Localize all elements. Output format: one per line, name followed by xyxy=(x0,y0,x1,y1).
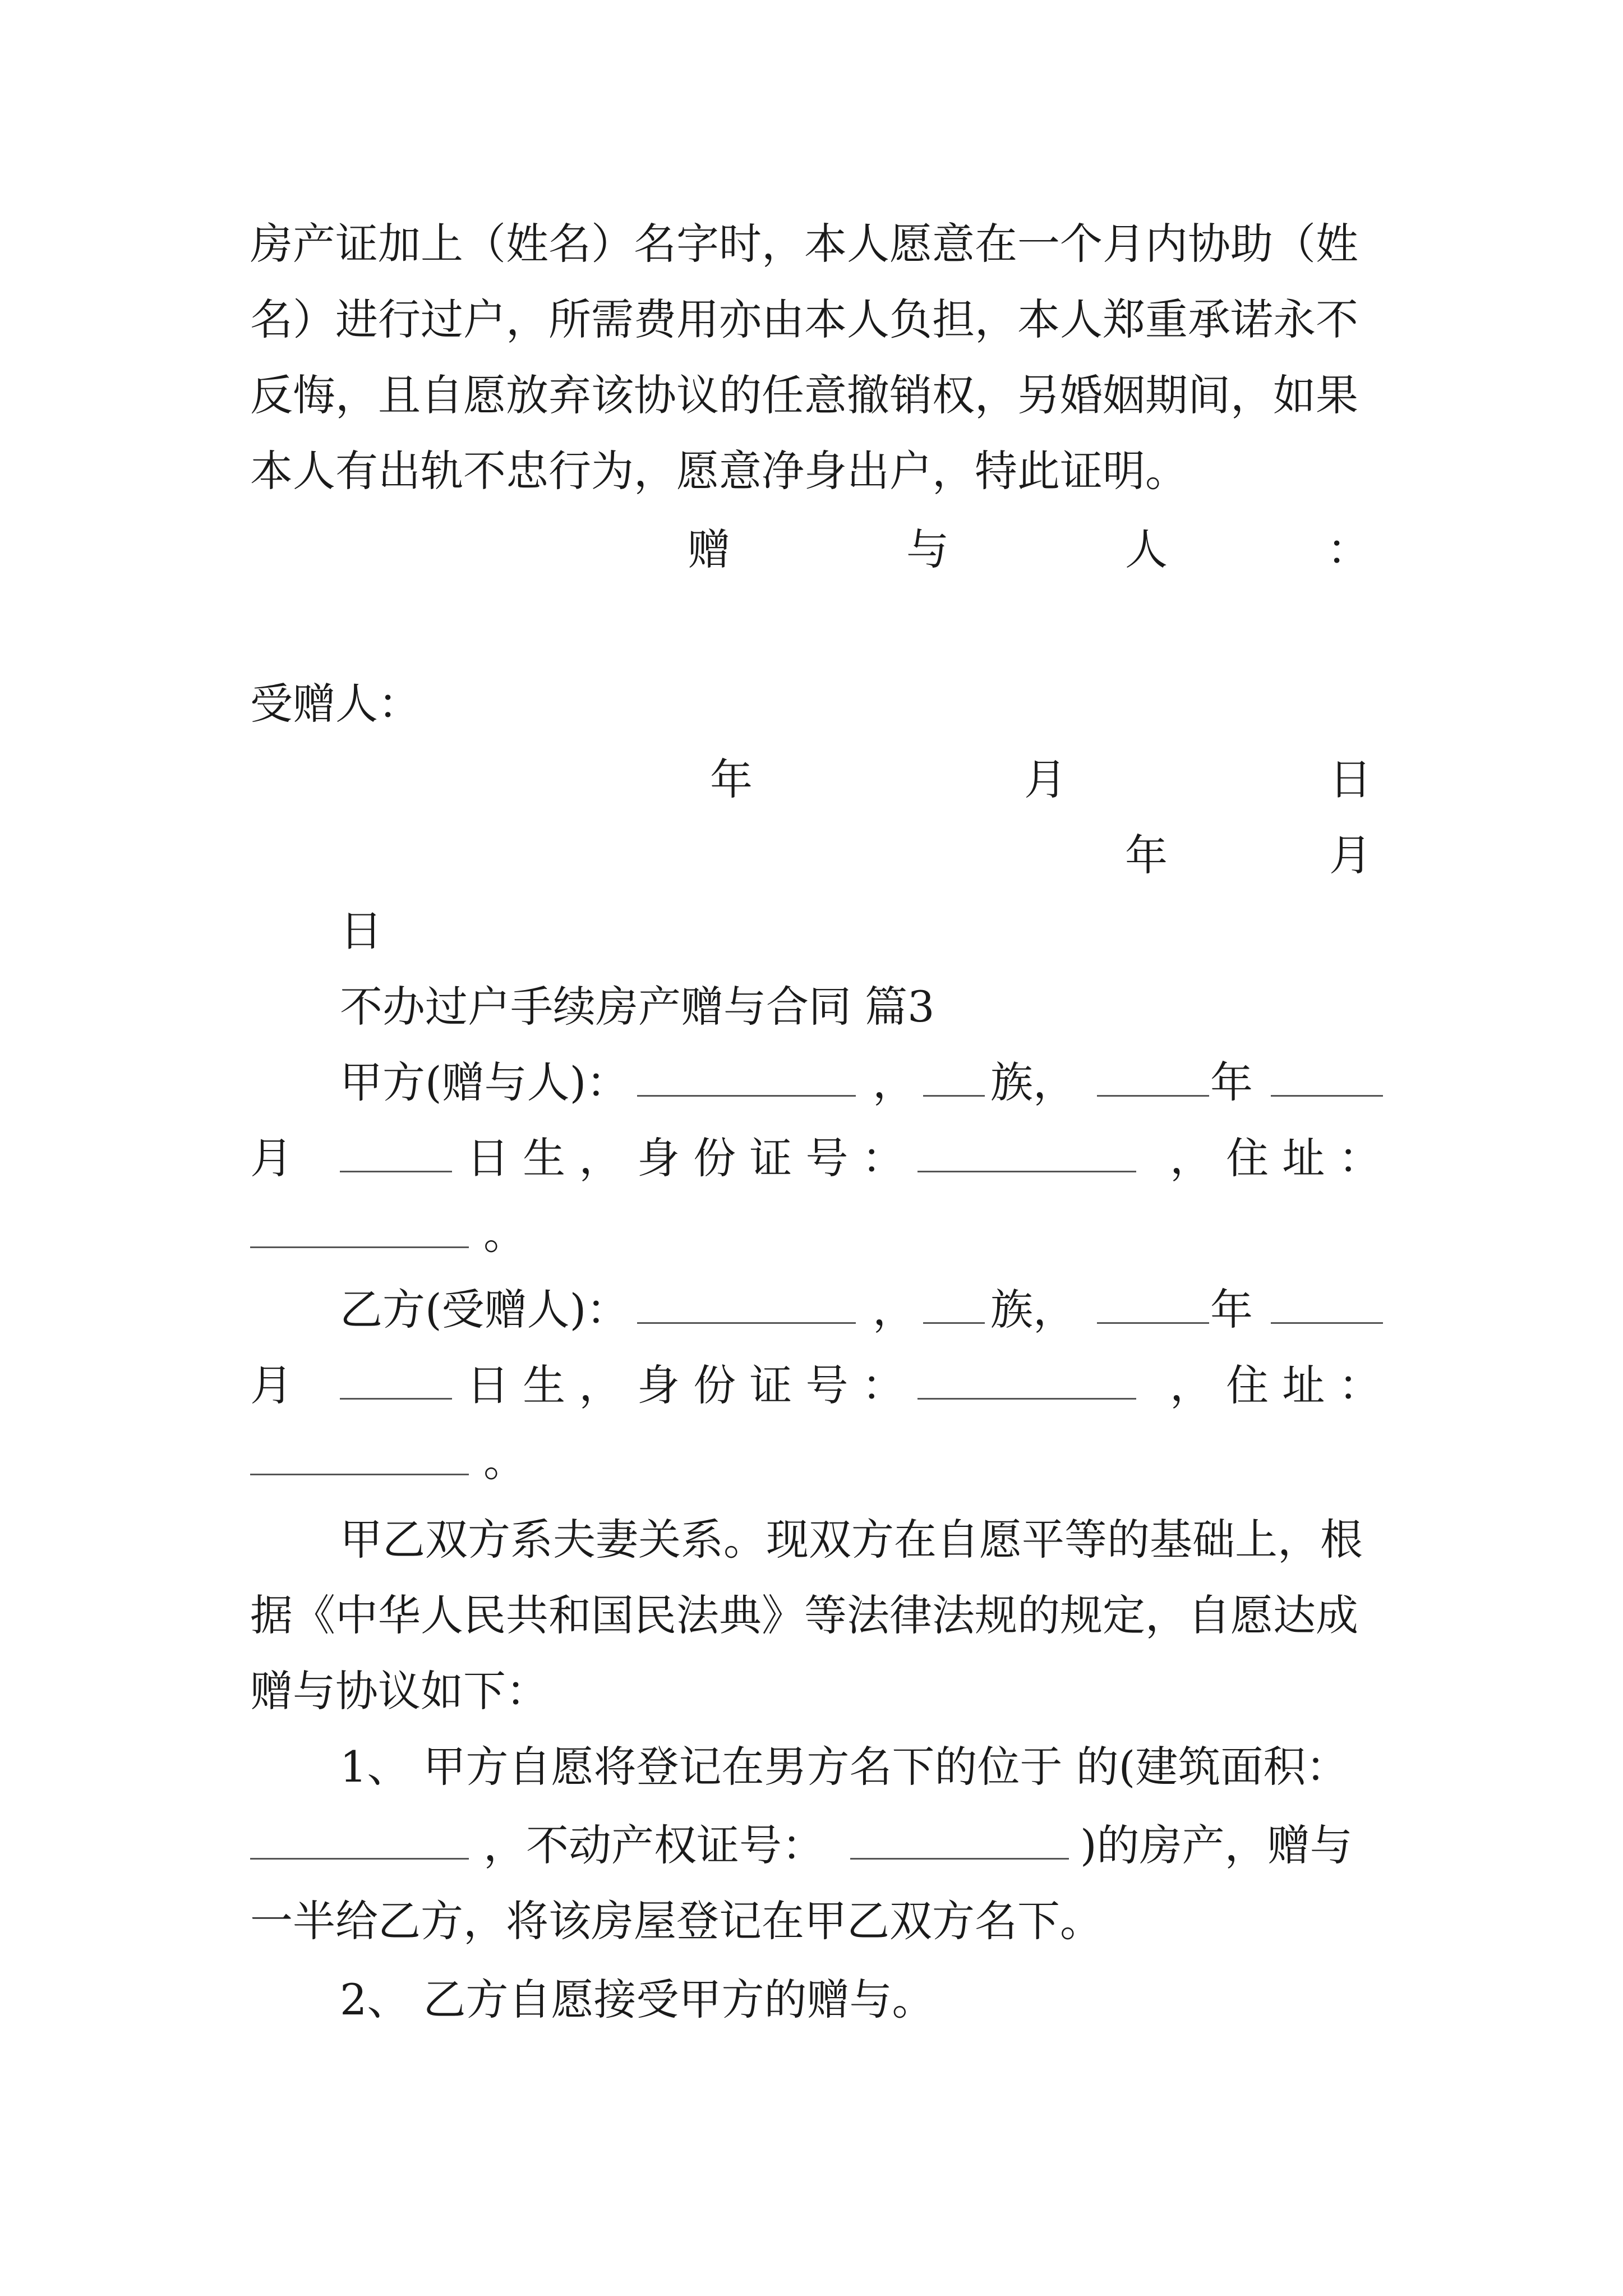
party-a-label: 甲方(赠与人)： xyxy=(340,1057,629,1107)
paragraph-line xyxy=(250,216,1372,272)
year-label: 年 xyxy=(1125,830,1168,880)
area-blank xyxy=(250,1818,469,1860)
address-label: ， 住 址 ： xyxy=(1170,1360,1381,1410)
text: 据《中华人民共和国民法典》等法律法规的规定，自愿达成 xyxy=(250,1590,1358,1640)
year-blank xyxy=(1097,1055,1209,1097)
month-label: 月 xyxy=(1329,830,1372,880)
giver-char: 与 xyxy=(906,524,949,574)
giver-signature-line xyxy=(250,522,1372,578)
comma: ， xyxy=(873,1057,915,1107)
year-blank xyxy=(1097,1282,1209,1324)
party-a-line xyxy=(250,1130,1381,1186)
giver-char: 赠 xyxy=(688,524,730,574)
year-label: 年 xyxy=(1210,1285,1253,1335)
party-a-line xyxy=(250,1206,1372,1262)
id-label: 身 份 证 号 ： xyxy=(637,1133,905,1183)
party-b-line xyxy=(250,1282,1372,1338)
month-blank xyxy=(1271,1055,1383,1097)
paragraph-line xyxy=(340,1512,1372,1568)
giver-colon: ： xyxy=(1327,524,1370,574)
id-blank xyxy=(917,1358,1136,1400)
item-line xyxy=(250,1818,1372,1874)
text: 一半给乙方，将该房屋登记在甲乙双方名下。 xyxy=(250,1896,1103,1946)
paragraph-line xyxy=(250,1588,1372,1644)
address-blank xyxy=(250,1206,469,1248)
item-line xyxy=(340,1972,1372,2028)
ethnic-blank xyxy=(923,1055,985,1097)
text: 反悔，且自愿放弃该协议的任意撤销权，另婚姻期间，如果 xyxy=(250,370,1358,420)
party-b-line xyxy=(250,1433,1372,1489)
year-label: 年 xyxy=(710,754,753,804)
text: 不办过户手续房产赠与合同 篇3 xyxy=(340,982,935,1032)
receiver-label xyxy=(250,676,1372,732)
address-blank xyxy=(250,1433,469,1475)
day-blank xyxy=(340,1130,452,1172)
text: 本人有出轨不忠行为，愿意净身出户，特此证明。 xyxy=(250,446,1188,496)
paragraph-line xyxy=(250,1663,1372,1719)
date-line xyxy=(250,827,1372,884)
text: 2、 乙方自愿接受甲方的赠与。 xyxy=(340,1975,935,2024)
day-label: 日 xyxy=(1329,754,1372,804)
period: 。 xyxy=(483,1436,526,1486)
cert-blank xyxy=(850,1818,1069,1860)
paragraph-line xyxy=(250,443,1372,499)
day-label: 日 xyxy=(340,906,382,956)
ethnic-blank xyxy=(923,1282,985,1324)
text: )的房产，赠与 xyxy=(1080,1820,1353,1870)
giver-char: 人 xyxy=(1125,524,1168,574)
item-line xyxy=(340,1739,1372,1795)
text: 房产证加上（姓名）名字时，本人愿意在一个月内协助（姓 xyxy=(250,219,1358,269)
month-blank xyxy=(1271,1282,1383,1324)
name-blank xyxy=(637,1055,856,1097)
paragraph-line xyxy=(250,292,1372,348)
period: 。 xyxy=(483,1209,526,1259)
month-label: 月 xyxy=(250,1133,293,1183)
year-label: 年 xyxy=(1210,1057,1253,1107)
text: 1、 甲方自愿将登记在男方名下的位于 的(建筑面积： xyxy=(340,1742,1349,1792)
text: 受赠人： xyxy=(250,679,421,729)
party-a-line xyxy=(250,1055,1372,1111)
ethnic-label: 族， xyxy=(990,1057,1076,1107)
property-cert-label: ，不动产权证号： xyxy=(483,1820,824,1870)
month-label: 月 xyxy=(1024,754,1067,804)
ethnic-label: 族， xyxy=(990,1285,1076,1335)
section-title xyxy=(340,979,1372,1035)
month-label: 月 xyxy=(250,1360,293,1410)
item-line xyxy=(250,1893,1372,1949)
id-blank xyxy=(917,1130,1136,1172)
text: 赠与协议如下： xyxy=(250,1666,548,1716)
name-blank xyxy=(637,1282,856,1324)
comma: ， xyxy=(873,1285,915,1335)
born-label: 日 生 ， xyxy=(467,1360,622,1410)
day-blank xyxy=(340,1358,452,1400)
paragraph-line xyxy=(250,367,1372,424)
party-b-label: 乙方(受赠人)： xyxy=(340,1285,629,1335)
party-b-line xyxy=(250,1358,1381,1414)
address-label: ， 住 址 ： xyxy=(1170,1133,1381,1183)
text: 甲乙双方系夫妻关系。现双方在自愿平等的基础上，根 xyxy=(340,1515,1363,1565)
text: 名）进行过户，所需费用亦由本人负担，本人郑重承诺永不 xyxy=(250,295,1358,344)
born-label: 日 生 ， xyxy=(467,1133,622,1183)
date-line xyxy=(340,903,1372,959)
date-line xyxy=(250,752,1372,808)
id-label: 身 份 证 号 ： xyxy=(637,1360,905,1410)
